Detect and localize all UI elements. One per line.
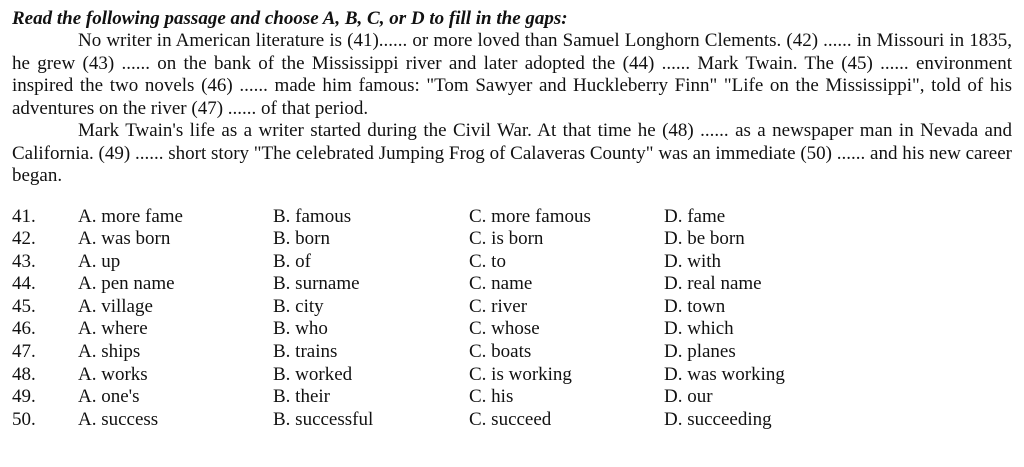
option-c: C. to (469, 250, 506, 272)
option-c: C. more famous (469, 205, 591, 227)
question-row (12, 318, 1012, 341)
option-d: D. our (664, 386, 713, 408)
option-a: A. ships (78, 341, 141, 363)
question-row (12, 228, 1012, 251)
question-number: 45. (12, 295, 36, 317)
question-row (12, 341, 1012, 364)
option-b: B. their (273, 386, 330, 408)
question-row (12, 296, 1012, 319)
question-row (12, 251, 1012, 274)
passage-paragraph-1: No writer in American literature is (41)...... or more loved than Samuel Longhorn Clements. (42) ...... in Missouri in 1835, he grew (43) ...... on the bank of the Mississippi river and later adopted the (44) ...... Mark Twain. The (45) ...... environment inspired the two novels (46) ...... made him famous: "Tom Sawyer and Huckleberry Finn" "Life on the Mississippi", told of his adventures on the river (47) ...... of that period. (12, 30, 1012, 119)
option-d: D. fame (664, 205, 726, 227)
option-a: A. one's (78, 386, 140, 408)
option-d: D. real name (664, 273, 762, 295)
option-b: B. trains (273, 341, 338, 363)
question-number: 47. (12, 341, 36, 363)
option-a: A. was born (78, 228, 171, 250)
option-a: A. success (78, 408, 159, 430)
option-c: C. succeed (469, 408, 552, 430)
option-c: C. whose (469, 318, 540, 340)
option-d: D. with (664, 250, 721, 272)
question-row (12, 206, 1012, 229)
question-number: 48. (12, 363, 36, 385)
question-number: 41. (12, 205, 36, 227)
option-d: D. planes (664, 341, 736, 363)
option-d: D. town (664, 295, 726, 317)
option-b: B. born (273, 228, 330, 250)
question-number: 42. (12, 228, 36, 250)
option-d: D. which (664, 318, 734, 340)
option-a: A. works (78, 363, 148, 385)
option-a: A. up (78, 250, 121, 272)
instruction-heading: Read the following passage and choose A, B, C, or D to fill in the gaps: (12, 8, 568, 29)
option-c: C. his (469, 386, 514, 408)
option-d: D. succeeding (664, 408, 772, 430)
question-number: 44. (12, 273, 36, 295)
option-b: B. of (273, 250, 311, 272)
option-c: C. is born (469, 228, 544, 250)
option-c: C. is working (469, 363, 572, 385)
question-number: 46. (12, 318, 36, 340)
option-c: C. river (469, 295, 528, 317)
option-b: B. surname (273, 273, 360, 295)
passage-paragraph-2: Mark Twain's life as a writer started during the Civil War. At that time he (48) ...... as a newspaper man in Nevada and California. (49) ...... short story "The celebrated Jumping Frog of Calaveras County" was an immediate (50) ...... and his new career began. (12, 120, 1012, 186)
option-a: A. more fame (78, 205, 183, 227)
option-c: C. name (469, 273, 533, 295)
option-d: D. was working (664, 363, 785, 385)
question-row (12, 386, 1012, 409)
question-row (12, 364, 1012, 387)
question-row (12, 409, 1012, 432)
option-b: B. worked (273, 363, 353, 385)
option-d: D. be born (664, 228, 745, 250)
option-a: A. where (78, 318, 148, 340)
question-row (12, 273, 1012, 296)
reading-passage (12, 30, 1012, 188)
option-a: A. pen name (78, 273, 175, 295)
option-b: B. famous (273, 205, 352, 227)
answer-options-list (12, 206, 1012, 432)
option-b: B. who (273, 318, 328, 340)
question-number: 49. (12, 386, 36, 408)
option-c: C. boats (469, 341, 532, 363)
question-number: 50. (12, 408, 36, 430)
option-a: A. village (78, 295, 153, 317)
option-b: B. successful (273, 408, 374, 430)
option-b: B. city (273, 295, 324, 317)
question-number: 43. (12, 250, 36, 272)
